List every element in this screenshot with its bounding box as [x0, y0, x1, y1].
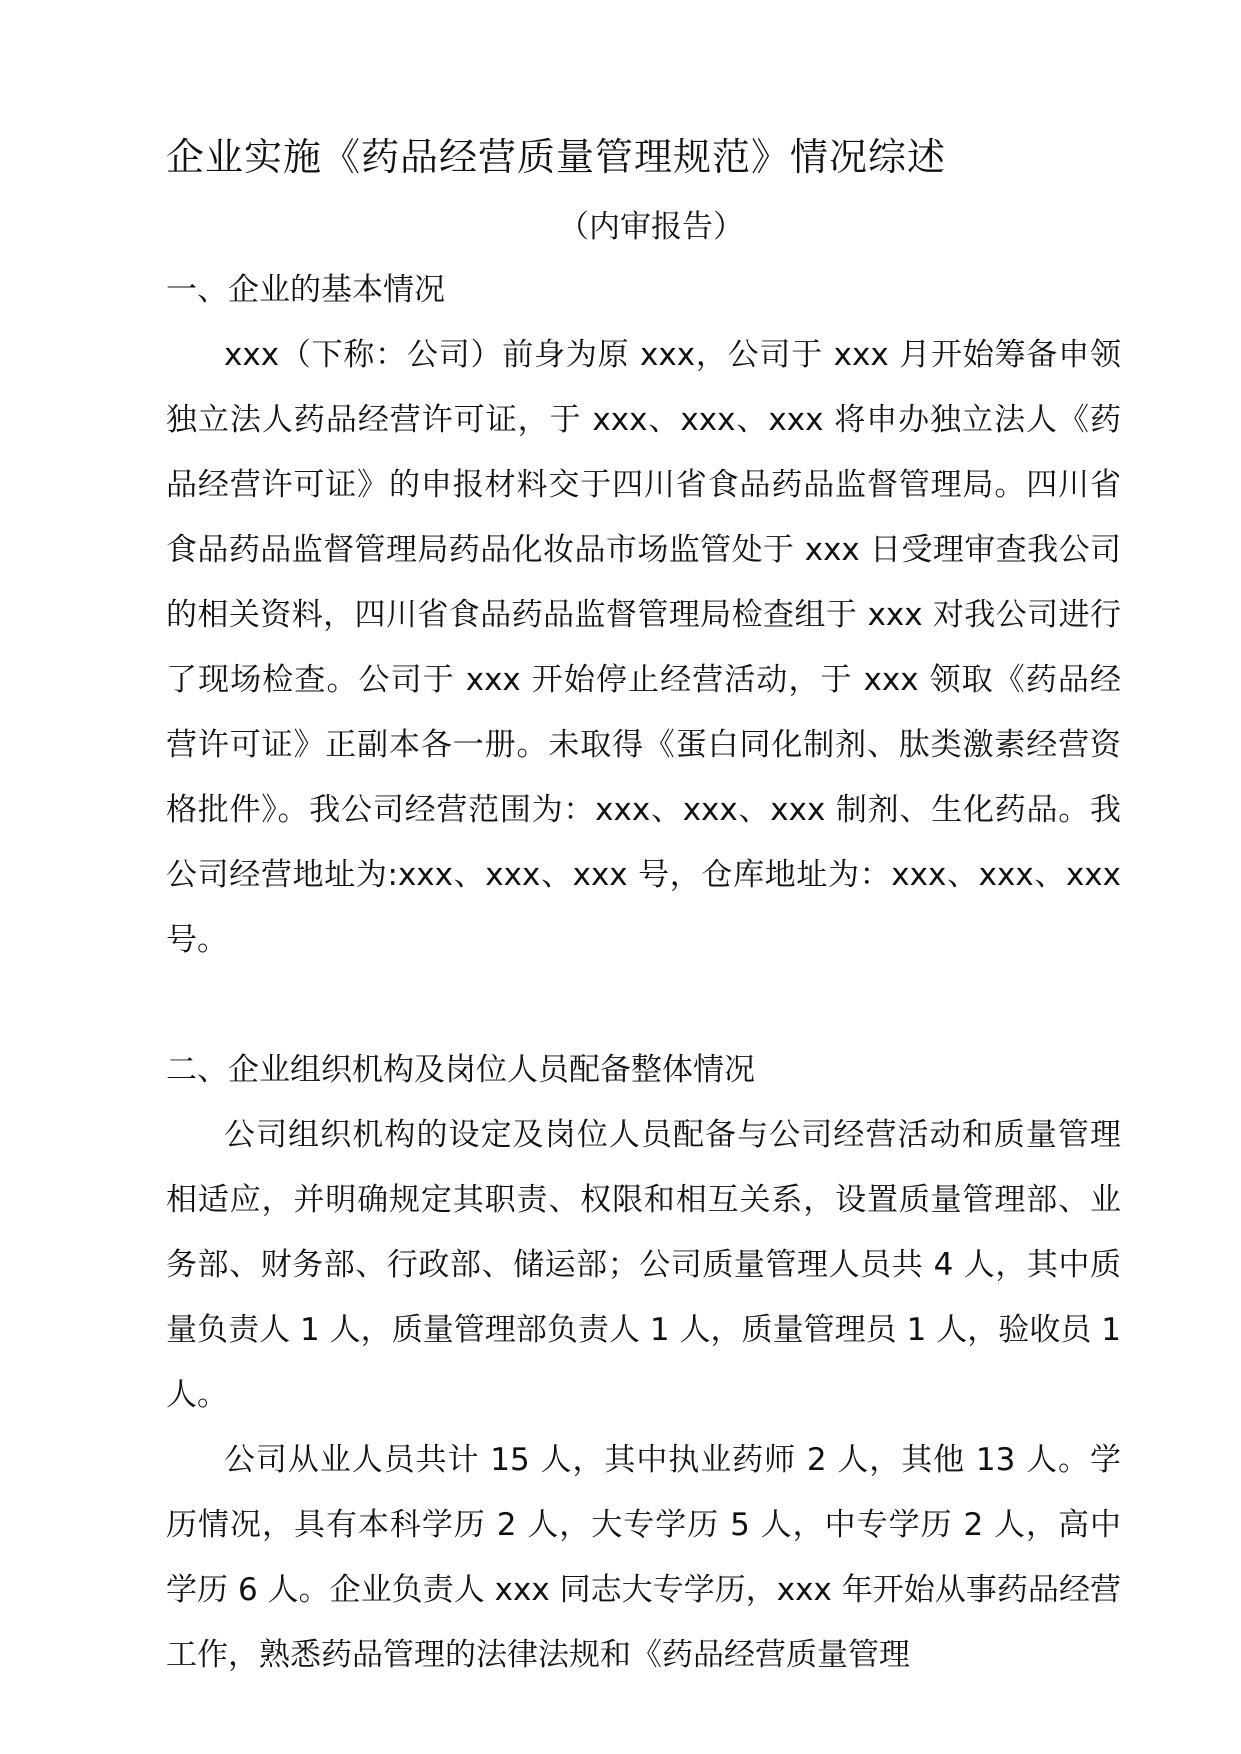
section-heading: 二、企业组织机构及岗位人员配备整体情况: [166, 1052, 755, 1088]
section-organization: [166, 1038, 1121, 1688]
document-title: 企业实施《药品经营质量管理规范》情况综述: [166, 135, 947, 179]
document-body: [166, 118, 1121, 1688]
section-heading: 一、企业的基本情况: [166, 272, 445, 308]
document-subtitle: （内审报告）: [558, 209, 744, 245]
paragraph: 公司组织机构的设定及岗位人员配备与公司经营活动和质量管理相适应，并明确规定其职责、权限和相互关系，设置质量管理部、业务部、财务部、行政部、储运部；公司质量管理人员共 4 人，其中质量负责人 1 人，质量管理部负责人 1 人，质量管理员 1 人，验收员 1 人。: [166, 1117, 1121, 1413]
paragraph: 公司从业人员共计 15 人，其中执业药师 2 人，其他 13 人。学历情况，具有本科学历 2 人，大专学历 5 人，中专学历 2 人，高中学历 6 人。企业负责人 xxx 同志大专学历，xxx 年开始从事药品经营工作，熟悉药品管理的法律法规和《药品经营质量管理: [166, 1442, 1121, 1673]
section-basic-info: [166, 258, 1121, 973]
paragraph: xxx（下称：公司）前身为原 xxx，公司于 xxx 月开始筹备申领独立法人药品经营许可证，于 xxx、xxx、xxx 将申办独立法人《药品经营许可证》的申报材料交于四川省食品药品监督管理局。四川省食品药品监督管理局药品化妆品市场监管处于 xxx 日受理审查我公司的相关资料，四川省食品药品监督管理局检查组于 xxx 对我公司进行了现场检查。公司于 xxx 开始停止经营活动，于 xxx 领取《药品经营许可证》正副本各一册。未取得《蛋白同化制剂、肽类激素经营资格批件》。我公司经营范围为：xxx、xxx、xxx 制剂、生化药品。我公司经营地址为:xxx、xxx、xxx 号，仓库地址为：xxx、xxx、xxx 号。: [166, 337, 1121, 958]
section-spacer: [166, 973, 1121, 1038]
